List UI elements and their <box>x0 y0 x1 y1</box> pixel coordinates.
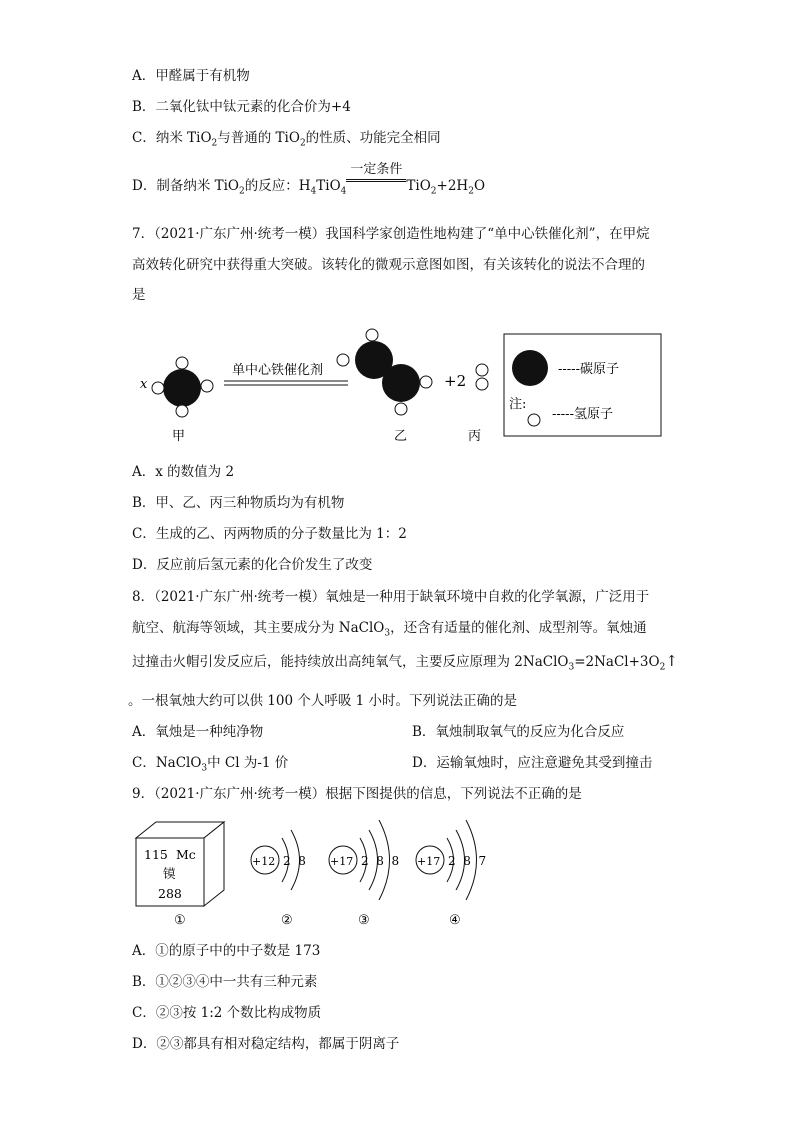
q7-option-c: C．生成的乙、丙两物质的分子数量比为 1：2 <box>132 526 407 542</box>
hydrogen-atom <box>476 364 488 376</box>
q8-stem-line1: 8．（2021·广东广州·统考一模）氧烛是一种用于缺氧环境中自救的化学氧源，广泛用于 <box>132 589 650 605</box>
hydrogen-atom <box>476 378 488 390</box>
q7-stem-line2: 高效转化研究中获得重大突破。该转化的微观示意图如图，有关该转化的说法不合理的 <box>132 257 645 273</box>
legend-carbon-icon <box>512 350 548 386</box>
hydrogen-atom <box>201 380 213 392</box>
x-label: x <box>140 377 148 392</box>
q7-stem-line1: 7．（2021·广东广州·统考一模）我国科学家创造性地构建了“单中心铁催化剂”，在甲烷 <box>132 226 650 242</box>
element-cube <box>136 822 224 906</box>
atom-structure-4 <box>416 820 486 900</box>
svg-text:+12: +12 <box>252 855 276 868</box>
svg-text:+17: +17 <box>330 855 354 868</box>
methane-conversion-diagram <box>132 320 672 450</box>
svg-text:2 8: 2 8 <box>283 854 306 868</box>
element-symbol: Mc <box>176 847 196 862</box>
q6-option-b: B．二氧化钛中钛元素的化合价为+4 <box>132 99 351 115</box>
element-mass: 288 <box>158 886 182 901</box>
q7-option-d: D．反应前后氢元素的化合价发生了改变 <box>132 557 373 573</box>
svg-text:2 8 7: 2 8 7 <box>448 854 487 868</box>
label-jia: 甲 <box>172 429 186 444</box>
hydrogen-atom <box>366 329 378 341</box>
q9-option-d: D．②③都具有相对稳定结构，都属于阴离子 <box>132 1036 400 1052</box>
label-bing: 丙 <box>468 429 482 444</box>
q7-stem-line3: 是 <box>132 287 146 303</box>
carbon-atom <box>382 364 420 402</box>
q9-option-a: A．①的原子中的中子数是 173 <box>132 943 321 959</box>
q9-option-c: C．②③按 1:2 个数比构成物质 <box>132 1005 322 1021</box>
carbon-atom <box>163 369 201 407</box>
q8-stem-line2: 航空、航海等领域，其主要成分为 NaClO$_3$，还含有适量的催化剂、成型剂等。氧烛通 <box>132 620 647 639</box>
label-2: ② <box>281 913 293 928</box>
label-3: ③ <box>358 913 370 928</box>
label-1: ① <box>174 913 186 928</box>
hydrogen-atom <box>176 405 188 417</box>
element-name: 镆 <box>163 866 176 881</box>
atom-structure-diagram <box>132 812 512 932</box>
label-4: ④ <box>449 913 461 928</box>
q8-option-d: D．运输氧烛时，应注意避免其受到撞击 <box>412 755 653 771</box>
q6-option-c: C．纳米 TiO$_2$与普通的 TiO$_2$的性质、功能完全相同 <box>132 130 441 149</box>
q7-option-b: B．甲、乙、丙三种物质均为有机物 <box>132 495 345 511</box>
svg-text:2 8 8: 2 8 8 <box>361 854 400 868</box>
coefficient-2: +2 <box>444 372 467 390</box>
q7-option-a: A．x 的数值为 2 <box>132 464 235 480</box>
legend-note: 注: <box>509 397 527 412</box>
svg-text:+17: +17 <box>417 855 441 868</box>
hydrogen-atom <box>152 382 164 394</box>
catalyst-label: 单中心铁催化剂 <box>232 363 324 378</box>
ion-structure-2 <box>251 830 306 890</box>
q8-option-a: A．氧烛是一种纯净物 <box>132 724 264 740</box>
hydrogen-atom <box>176 357 188 369</box>
q8-stem-line3: 过撞击火帽引发反应后，能持续放出高纯氧气，主要反应原理为 $2NaClO_3=2NaCl+3O_2↑$ <box>132 652 678 673</box>
label-yi: 乙 <box>394 429 408 444</box>
hydrogen-atom <box>395 403 407 415</box>
q6-option-a: A．甲醛属于有机物 <box>132 68 250 84</box>
element-number: 115 <box>144 847 168 862</box>
q8-option-b: B．氧烛制取氧气的反应为化合反应 <box>412 724 625 740</box>
hydrogen-atom <box>337 354 349 366</box>
q8-option-c: C．NaClO$_3$中 Cl 为-1 价 <box>132 755 289 774</box>
q9-stem: 9．（2021·广东广州·统考一模）根据下图提供的信息，下列说法不正确的是 <box>132 786 582 802</box>
legend-hydrogen-label: -----氢原子 <box>552 407 613 422</box>
q9-option-b: B．①②③④中一共有三种元素 <box>132 974 318 990</box>
legend-carbon-label: -----碳原子 <box>558 362 619 377</box>
hydrogen-atom <box>420 376 432 388</box>
legend-hydrogen-icon <box>528 414 540 426</box>
q8-stem-line4: 。一根氧烛大约可以供 100 个人呼吸 1 小时。下列说法正确的是 <box>128 693 518 709</box>
reaction-condition: 一定条件 <box>346 176 406 183</box>
q6-option-d: D．制备纳米 TiO$_2$的反应：$H_4TiO_4$ 一定条件 $TiO_2+2H_2O$ <box>132 162 486 197</box>
ion-structure-3 <box>329 820 399 900</box>
